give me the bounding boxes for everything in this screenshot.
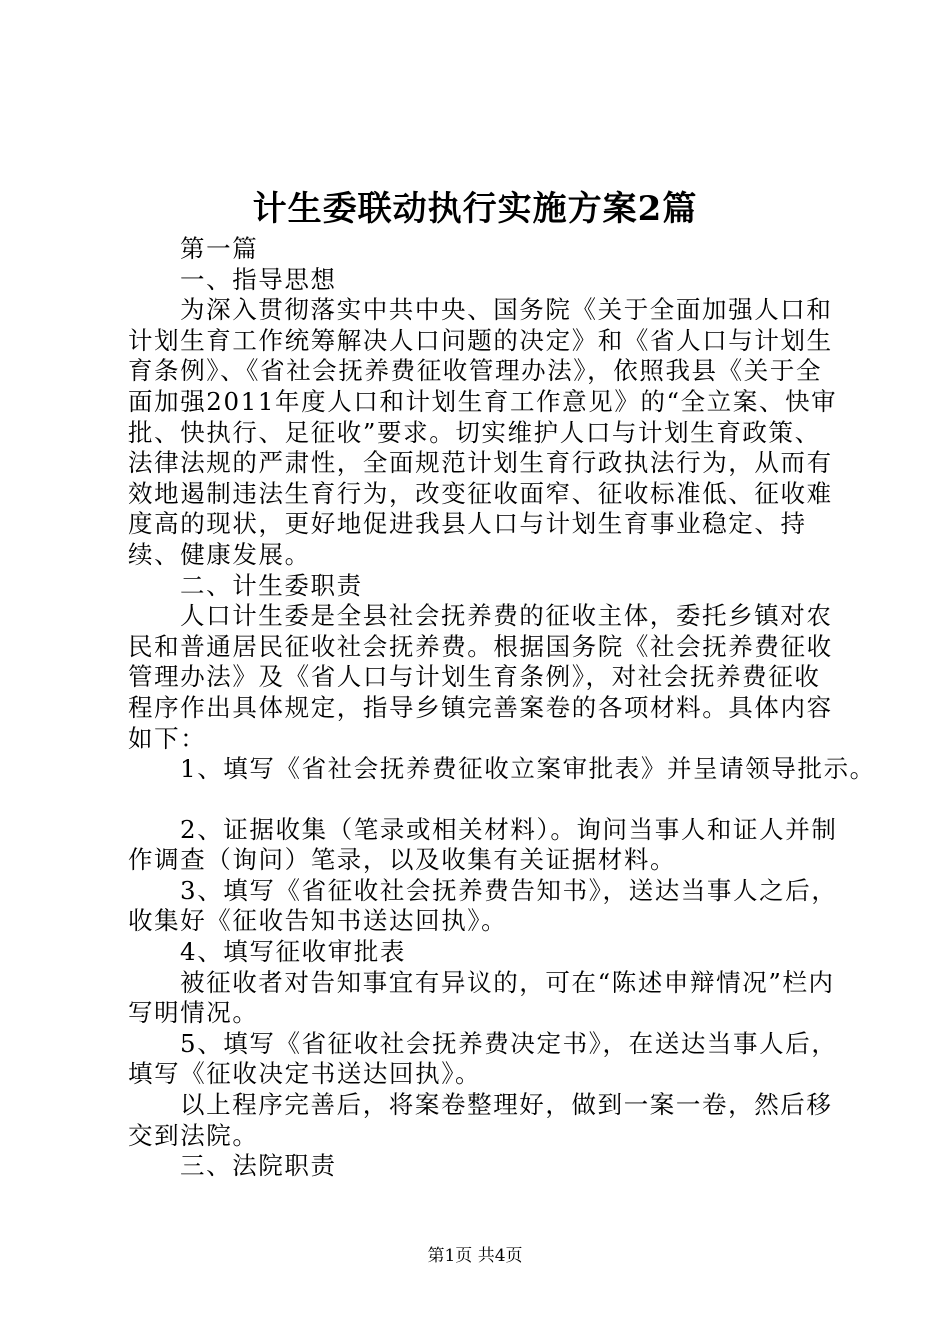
list-item-5: 5、填写《省征收社会抚养费决定书》，在送达当事人后，填写《征收决定书送达回执》。: [128, 1028, 838, 1089]
document-body: [128, 234, 876, 1182]
paragraph-objection-note: 被征收者对告知事宜有异议的，可在“陈述申辩情况”栏内写明情况。: [128, 967, 835, 1028]
section-label-part-one: 第一篇: [180, 234, 259, 263]
heading-guiding-ideology: 一、指导思想: [180, 264, 337, 294]
paragraph-committee-duties: 人口计生委是全县社会抚养费的征收主体，委托乡镇对农民和普通居民征收社会抚养费。根据国务院《社会抚养费征收管理办法》及《省人口与计划生育条例》，对社会抚养费征收程序作出具体规定，指导乡镇完善案卷的各项材料。具体内容如下：: [128, 601, 833, 753]
heading-committee-duties: 二、计生委职责: [180, 570, 363, 600]
blank-line: [128, 785, 840, 815]
document-title: 计生委联动执行实施方案2篇: [252, 189, 698, 229]
paragraph-guiding-ideology: 为深入贯彻落实中共中央、国务院《关于全面加强人口和计划生育工作统筹解决人口问题的决定》和《省人口与计划生育条例》、《省社会抚养费征收管理办法》，依照我县《关于全面加强2011年度人口和计划生育工作意见》的“全立案、快审批、快执行、足征收”要求。切实维护人口与计划生育政策、法律法规的严肃性，全面规范计划生育行政执法行为，从而有效地遏制违法生育行为，改变征收面窄、征收标准低、征收难度高的现状，更好地促进我县人口与计划生育事业稳定、持续、健康发展。: [128, 295, 838, 569]
page-number-footer: 第1页 共4页: [427, 1246, 523, 1266]
list-item-2: 2、证据收集（笔录或相关材料）。询问当事人和证人并制作调查（询问）笔录，以及收集有关证据材料。: [128, 814, 838, 875]
list-item-4: 4、填写征收审批表: [180, 937, 406, 967]
list-item-1: 1、填写《省社会抚养费征收立案审批表》并呈请领导批示。: [180, 754, 876, 784]
paragraph-transfer-to-court: 以上程序完善后，将案卷整理好，做到一案一卷，然后移交到法院。: [128, 1090, 833, 1150]
list-item-3: 3、填写《省征收社会抚养费告知书》，送达当事人之后，收集好《征收告知书送达回执》。: [128, 875, 838, 936]
heading-court-duties: 三、法院职责: [180, 1151, 337, 1181]
